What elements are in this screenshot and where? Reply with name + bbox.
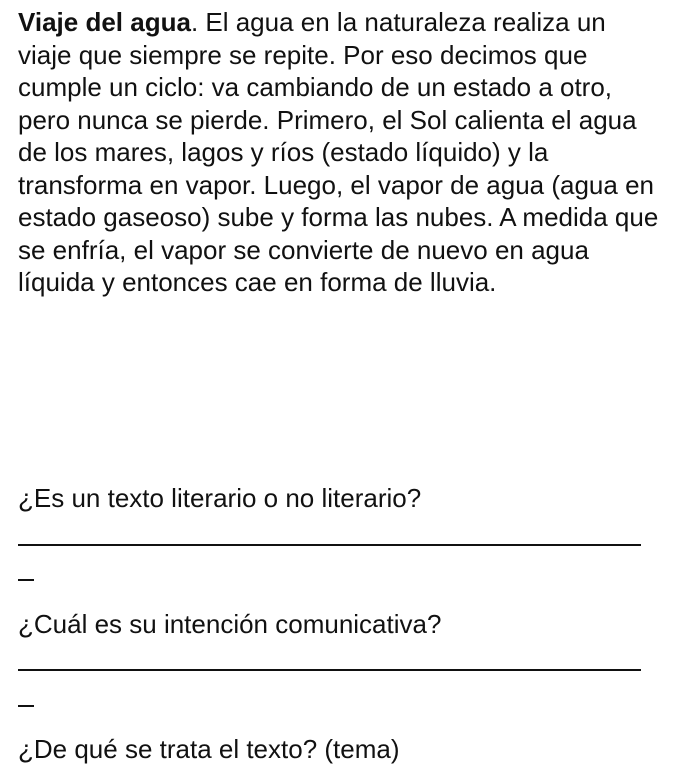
answer-line-1-tail bbox=[18, 579, 34, 581]
question-1: ¿Es un texto literario o no literario? bbox=[18, 483, 422, 513]
reading-paragraph bbox=[18, 6, 663, 299]
question-3: ¿De qué se trata el texto? (tema) bbox=[18, 734, 400, 764]
question-2: ¿Cuál es su intención comunicativa? bbox=[18, 609, 442, 639]
text-body: . El agua en la naturaleza realiza un viaje que siempre se repite. Por eso decimos que cumple un ciclo: va cambiando de un estado a otro, pero nunca se pierde. Primero, el Sol calienta el agua de los mares, lagos y ríos (estado líquido) y la transforma en vapor. Luego, el vapor de agua (agua en estado gaseoso) sube y forma las nubes. A medida que se enfría, el vapor se convierte de nuevo en agua líquida y entonces cae en forma de lluvia. bbox=[18, 7, 659, 297]
answer-line-2-tail bbox=[18, 705, 34, 707]
answer-line-2[interactable] bbox=[18, 669, 641, 671]
answer-line-1[interactable] bbox=[18, 544, 641, 546]
text-title: Viaje del agua bbox=[18, 7, 191, 37]
